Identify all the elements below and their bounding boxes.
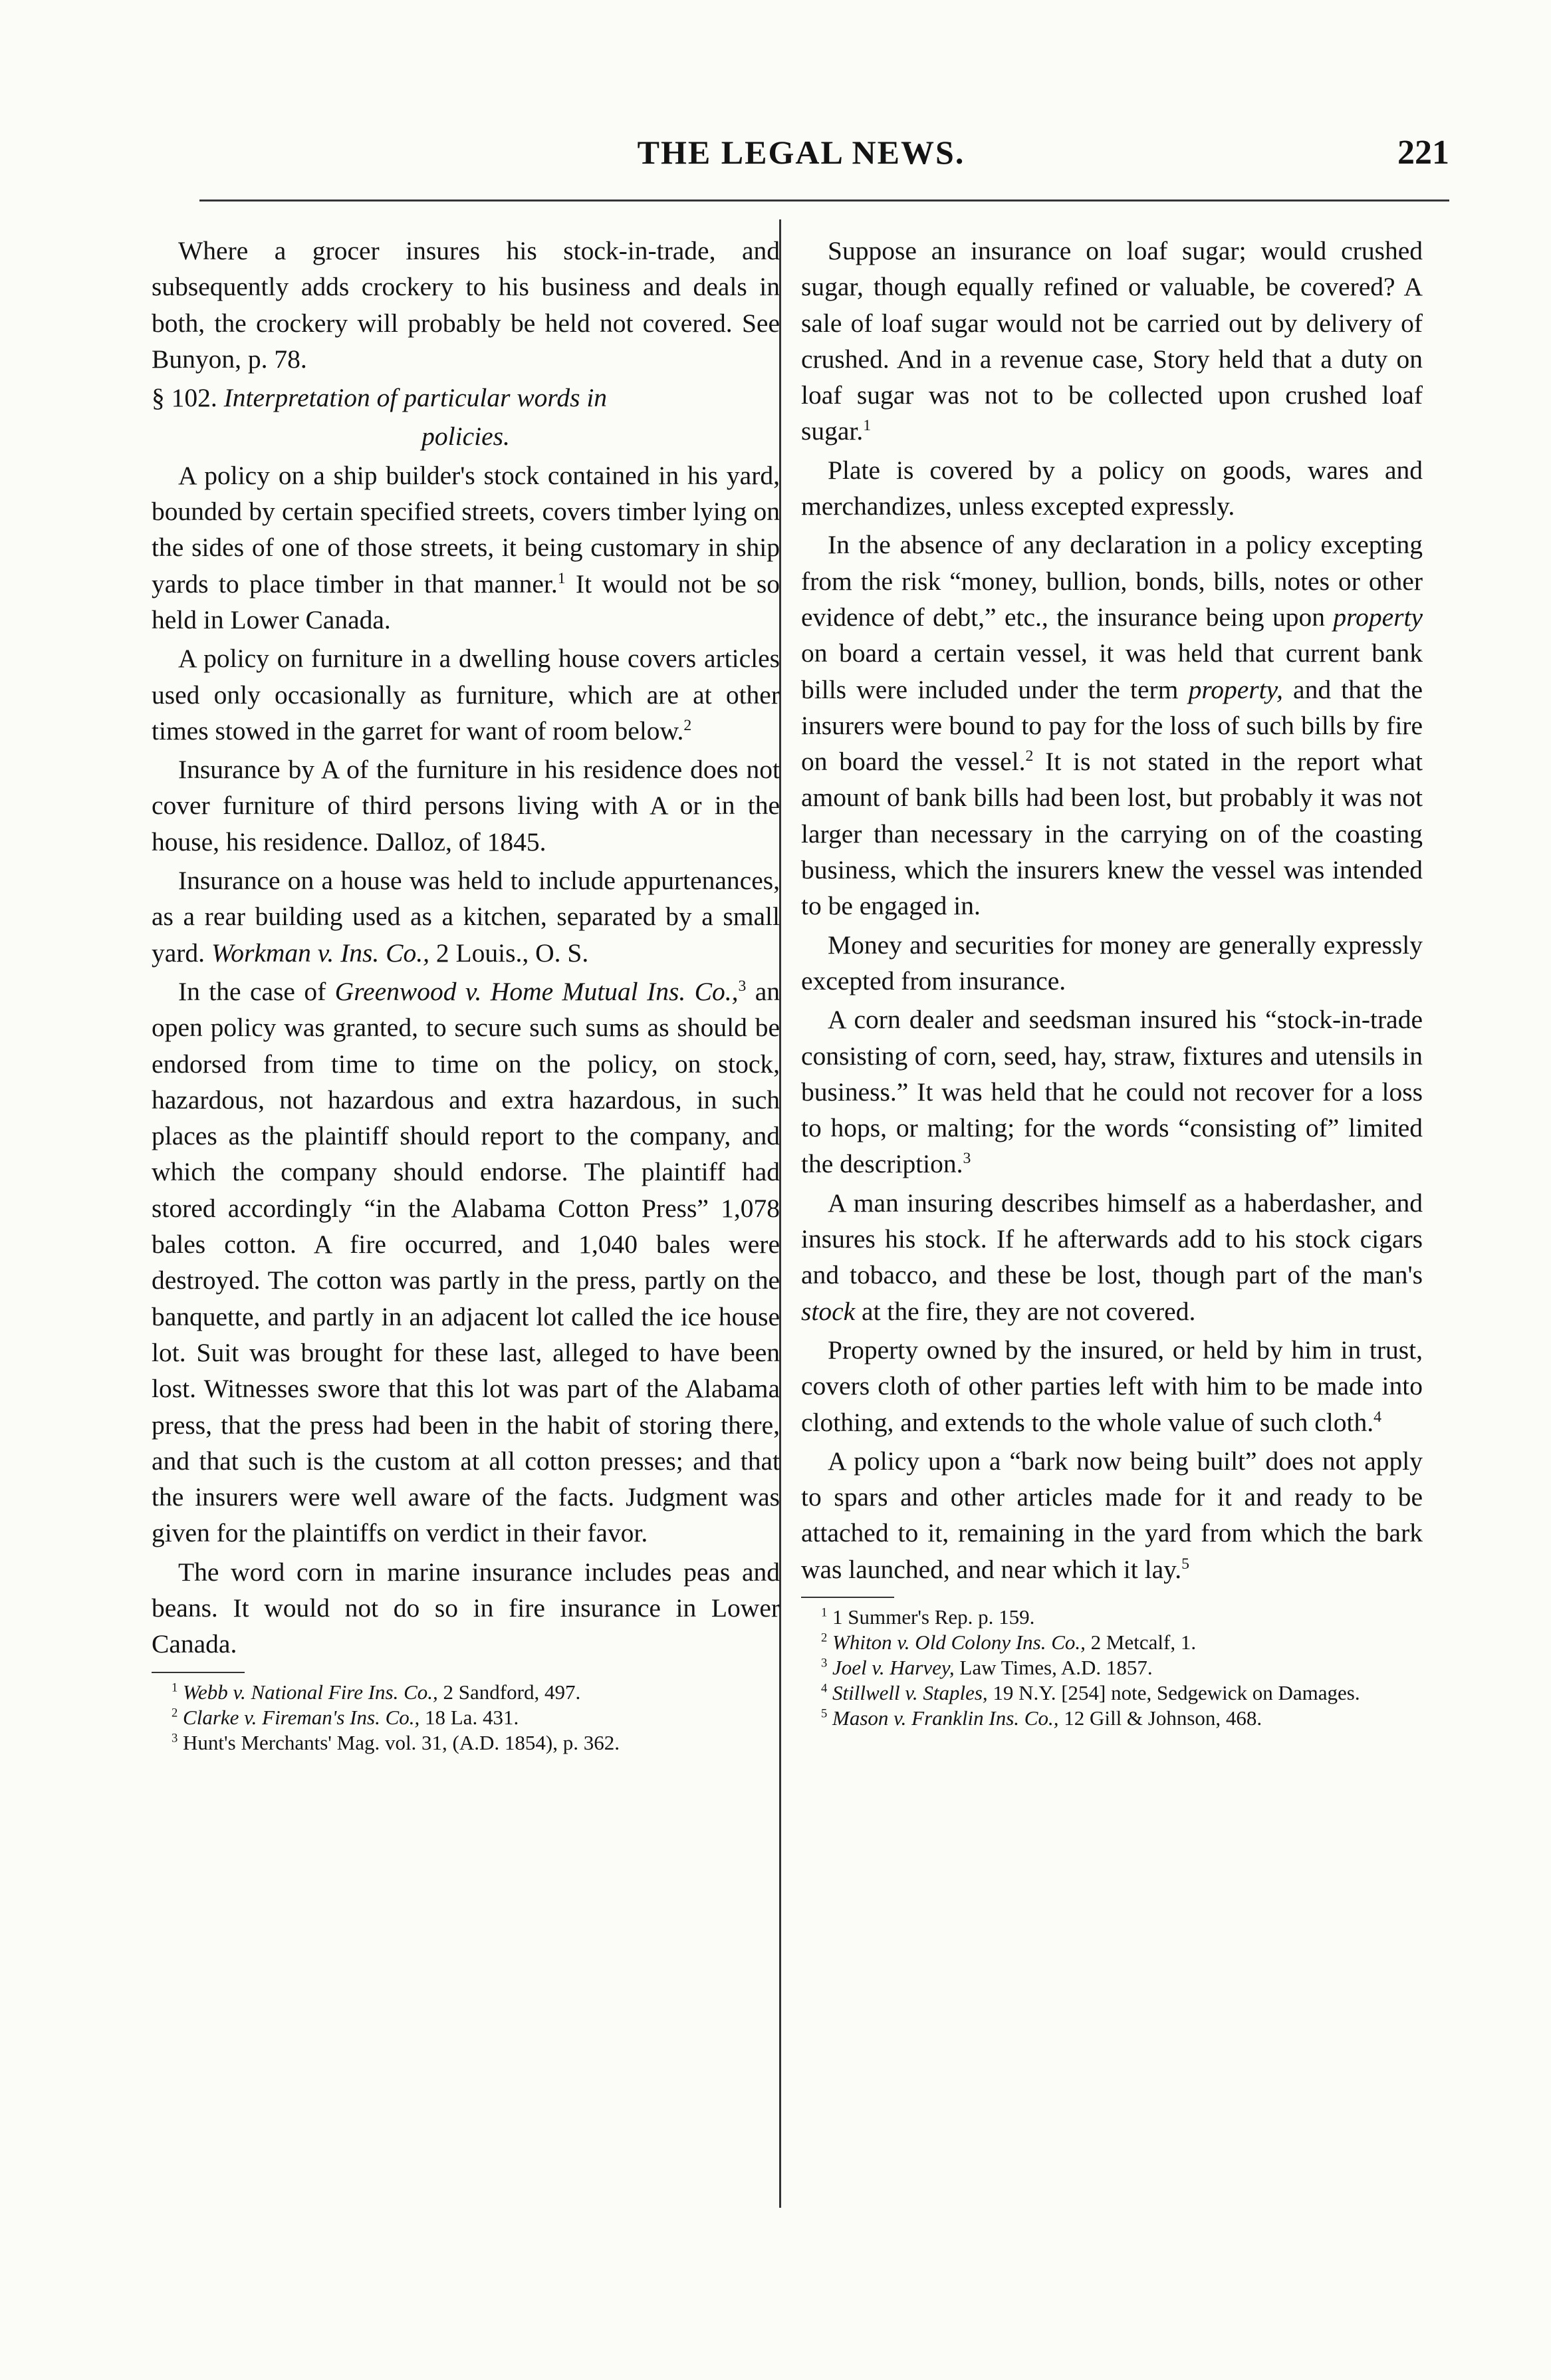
page-number: 221 <box>1397 134 1449 172</box>
footnote-ref: 2 <box>1025 747 1034 765</box>
footnote-ref: 3 <box>738 977 747 995</box>
paragraph: Insurance by A of the furniture in his residence does not cover furniture of third persons living with A or in the house, his residence. Dalloz, of 1845. <box>152 755 780 857</box>
footnote: $^4$ Stillwell v. Staples, 19 N.Y. [254] note, Sedgewick on Damages. <box>821 1680 1360 1704</box>
paragraph: In the absence of any declaration in a policy excepting from the risk “money, bullion, bonds, bills, notes or other evidence of debt,” etc., the insurance being upon property on board a certain vessel, it was held that current bank bills were included under the term property, and that the insurers were bound to pay for the loss of such bills by fire on board the vessel.$^2$ It is not stated in the report what amount of bank bills had been lost, but probably it was not larger than necessary in the carrying on of the coasting business, which the insurers knew the vessel was intended to be engaged in. <box>801 530 1423 921</box>
footnotes <box>801 1605 1423 1731</box>
footnote: $^3$ Hunt's Merchants' Mag. vol. 31, (A.D. 1854), p. 362. <box>172 1730 620 1754</box>
right-column <box>801 233 1423 1731</box>
paragraph: Suppose an insurance on loaf sugar; would crushed sugar, though equally refined or valuable, be covered? A sale of loaf sugar would not be carried out by delivery of crushed. And in a revenue case, Story held that a duty on loaf sugar was not to be collected upon crushed loaf sugar.$^1$ <box>801 236 1423 446</box>
paragraph: A policy on a ship builder's stock contained in his yard, bounded by certain specified streets, covers timber lying on the sides of one of those streets, it being customary in ship yards to place timber in that manner.$^1$ It would not be so held in Lower Canada. <box>152 460 780 634</box>
paragraph: Money and securities for money are generally expressly excepted from insurance. <box>801 930 1423 995</box>
footnote-rule <box>152 1672 245 1673</box>
footnote-ref: 3 <box>963 1150 971 1168</box>
footnote: $^1$ Webb v. National Fire Ins. Co., 2 Sandford, 497. <box>172 1680 581 1704</box>
section-title-continued: policies. <box>421 422 510 452</box>
case-name: Workman v. Ins. Co., <box>211 938 429 968</box>
footnotes <box>152 1680 780 1756</box>
paragraph: Where a grocer insures his stock-in-trade, and subsequently adds crockery to his business and deals in both, the crockery will probably be held not covered. See Bunyon, p. 78. <box>152 236 780 374</box>
section-number: § 102. <box>152 383 217 413</box>
footnote: $^5$ Mason v. Franklin Ins. Co., 12 Gill & Johnson, 468. <box>821 1706 1262 1730</box>
footnote: $^2$ Whiton v. Old Colony Ins. Co., 2 Metcalf, 1. <box>821 1630 1197 1654</box>
footnote-ref: 4 <box>1373 1408 1381 1426</box>
paragraph: The word corn in marine insurance includes peas and beans. It would not do so in fire insurance in Lower Canada. <box>152 1557 780 1659</box>
page-header <box>153 133 1449 193</box>
running-title: THE LEGAL NEWS. <box>637 134 965 171</box>
paragraph: A policy upon a “bark now being built” does not apply to spars and other articles made for it and ready to be attached to it, remaining in the yard from which the bark was launched, and near which it lay.$^5$ <box>801 1446 1423 1584</box>
paragraph: Plate is covered by a policy on goods, wares and merchandizes, unless excepted expressly. <box>801 455 1423 521</box>
paragraph: Property owned by the insured, or held by him in trust, covers cloth of other parties left with him to be made into clothing, and extends to the whole value of such cloth.$^4$ <box>801 1335 1423 1437</box>
paragraph: A man insuring describes himself as a haberdasher, and insures his stock. If he afterwards add to his stock cigars and tobacco, and these be lost, though part of the man's stock at the fire, they are not covered. <box>801 1188 1423 1326</box>
paragraph: Insurance on a house was held to include appurtenances, as a rear building used as a kitchen, separated by a small yard. Workman v. Ins. Co., 2 Louis., O. S. <box>152 866 780 968</box>
footnote-ref: 2 <box>683 716 692 734</box>
footnote-ref: 1 <box>863 417 872 435</box>
footnote-rule <box>801 1597 894 1598</box>
footnote: $^1$ 1 Summer's Rep. p. 159. <box>821 1605 1035 1629</box>
footnote: $^2$ Clarke v. Fireman's Ins. Co., 18 La. 431. <box>172 1705 519 1729</box>
section-heading <box>152 380 780 416</box>
footnote: $^3$ Joel v. Harvey, Law Times, A.D. 1857. <box>821 1655 1153 1679</box>
paragraph: A corn dealer and seedsman insured his “stock-in-trade consisting of corn, seed, hay, straw, fixtures and utensils in business.” It was held that he could not recover for a loss to hops, or malting; for the words “consisting of” limited the description.$^3$ <box>801 1005 1423 1179</box>
footnote-ref: 5 <box>1181 1555 1190 1573</box>
footnote-ref: 1 <box>557 569 566 587</box>
case-name: Greenwood v. Home Mutual Ins. Co., <box>334 976 739 1006</box>
paragraph: In the case of Greenwood v. Home Mutual Ins. Co.,$^3$ an open policy was granted, to secure such sums as should be endorsed from time to time on the policy, on stock, hazardous, not hazardous and extra hazardous, in such places as the plaintiff should report to the company, and which the company should endorse. The plaintiff had stored accordingly “in the Alabama Cotton Press” 1,078 bales cotton. A fire occurred, and 1,040 bales were destroyed. The cotton was partly in the press, partly on the banquette, and partly in an adjacent lot called the ice house lot. Suit was brought for these last, alleged to have been lost. Witnesses swore that this lot was part of the Alabama press, that the press had been in the habit of storing there, and that such is the custom at all cotton presses; and that the insurers were well aware of the facts. Judgment was given for the plaintiffs on verdict in their favor. <box>152 976 780 1548</box>
section-title: Interpretation of particular words in <box>223 383 608 413</box>
left-column <box>152 233 780 1756</box>
paragraph: A policy on furniture in a dwelling house covers articles used only occasionally as furniture, which are at other times stowed in the garret for want of room below.$^2$ <box>152 644 780 745</box>
header-rule <box>199 199 1449 201</box>
